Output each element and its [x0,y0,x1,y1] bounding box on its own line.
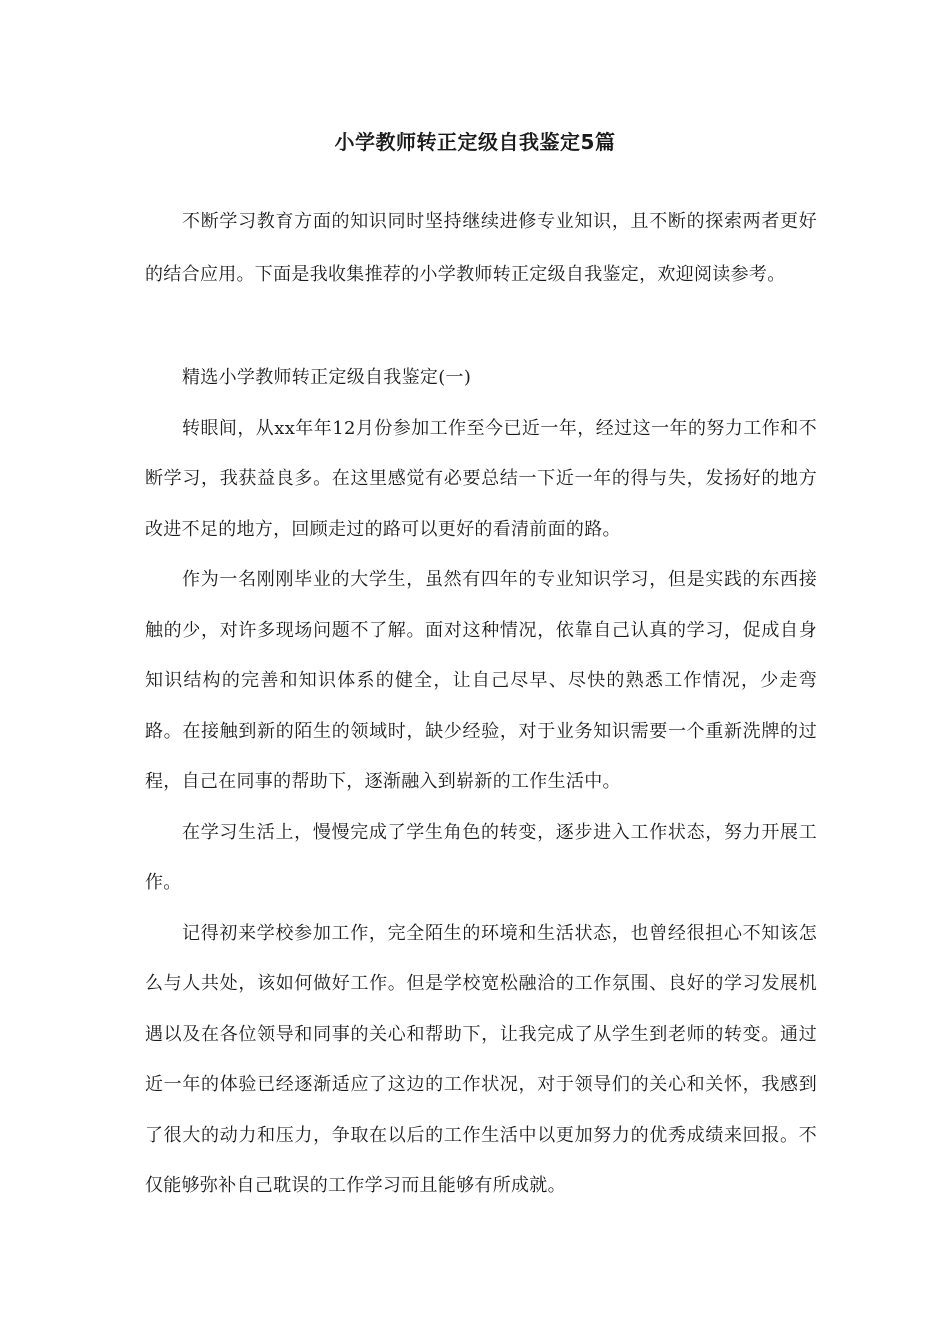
intro-paragraph: 不断学习教育方面的知识同时坚持继续进修专业知识，且不断的探索两者更好的结合应用。下面是我收集推荐的小学教师转正定级自我鉴定，欢迎阅读参考。 [145,211,817,285]
document-body [145,195,817,1212]
body-paragraph: 转眼间，从xx年年12月份参加工作至今已近一年，经过这一年的努力工作和不断学习，我获益良多。在这里感觉有必要总结一下近一年的得与失，发扬好的地方改进不足的地方，回顾走过的路可以更好的看清前面的路。 [145,417,817,540]
body-paragraph: 作为一名刚刚毕业的大学生，虽然有四年的专业知识学习，但是实践的东西接触的少，对许多现场问题不了解。面对这种情况，依靠自己认真的学习，促成自身知识结构的完善和知识体系的健全，让自己尽早、尽快的熟悉工作情况，少走弯路。在接触到新的陌生的领域时，缺少经验，对于业务知识需要一个重新洗牌的过程，自己在同事的帮助下，逐渐融入到崭新的工作生活中。 [145,569,817,792]
body-paragraph: 在学习生活上，慢慢完成了学生角色的转变，逐步进入工作状态，努力开展工作。 [145,821,817,893]
section-heading: 精选小学教师转正定级自我鉴定(一) [182,367,472,388]
section-spacer [145,301,817,353]
document-title: 小学教师转正定级自我鉴定5篇 [334,130,616,154]
body-paragraph: 记得初来学校参加工作，完全陌生的环境和生活状态，也曾经很担心不知该怎么与人共处，该如何做好工作。但是学校宽松融洽的工作氛围、良好的学习发展机遇以及在各位领导和同事的关心和帮助下，让我完成了从学生到老师的转变。通过近一年的体验已经逐渐适应了这边的工作状况，对于领导们的关心和关怀，我感到了很大的动力和压力，争取在以后的工作生活中以更加努力的优秀成绩来回报。不仅能够弥补自己耽误的工作学习而且能够有所成就。 [145,922,817,1196]
